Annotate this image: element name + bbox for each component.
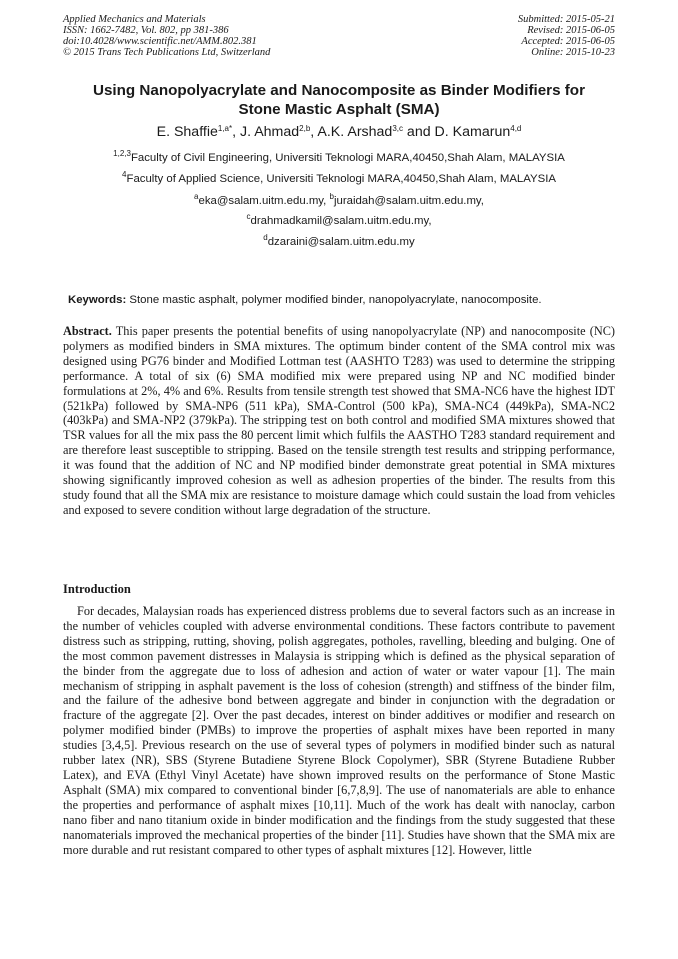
submitted-date: Submitted: 2015-05-21 xyxy=(517,14,615,25)
email-line xyxy=(20,214,658,228)
journal-info xyxy=(63,14,270,58)
author-name: J. Ahmad xyxy=(240,124,300,140)
affiliation xyxy=(20,172,658,186)
affiliation xyxy=(20,151,658,165)
email-line xyxy=(20,194,658,208)
keywords xyxy=(68,293,628,307)
author-affiliation-mark: 2,b xyxy=(299,124,311,133)
author-list xyxy=(20,123,658,141)
online-date: Online: 2015-10-23 xyxy=(531,47,615,58)
author-name: D. Kamarun xyxy=(434,124,511,140)
affiliation-mark: 4 xyxy=(122,170,127,179)
email-address[interactable]: drahmadkamil@salam.uitm.edu.my, xyxy=(250,215,432,227)
revised-date: Revised: 2015-06-05 xyxy=(527,25,615,36)
author-separator: and xyxy=(402,124,435,140)
author-affiliation-mark: 1,a* xyxy=(217,124,233,133)
accepted-date: Accepted: 2015-06-05 xyxy=(521,36,615,47)
author-separator: , xyxy=(232,124,240,140)
publication-dates xyxy=(518,14,615,58)
email-address[interactable]: dzaraini@salam.uitm.edu.my xyxy=(267,236,415,248)
title-line: Using Nanopolyacrylate and Nanocomposite as Binder Modifiers for xyxy=(93,82,585,99)
abstract-text: This paper presents the potential benefits of using nanopolyacrylate (NP) and nanocomposite (NC) polymers as modified binders in SMA mixtures. The optimum binder content of the SMA control mix was designed using PG76 binder and Modified Lottman test (AASHTO T283) was used to determine the stripping performance. A total of six (6) SMA modified mix were prepared using NP and NC modified binder formulations at 2%, 4% and 6%. Results from tensile strength test showed that SMA-NC6 have the highest IDT (521kPa) followed by SMA-NP6 (511 kPa), SMA-Control (500 kPa), SMA-NC4 (449kPa), SMA-NC2 (403kPa) and SMA-NP2 (379kPa). The stripping test on both control and modified SMA mixtures showed that TSR values for all the mix pass the 80 percent limit which fulfils the AASTHO T283 standard requirement and are therefore least susceptible to stripping. Based on the tensile strength test results and stripping performance, it was found that the addition of NC and NP modified binder demonstrate great potential in SMA mixtures showing significantly improved cohesion as well as adhesion properties of the binder. The results from this study found that all the SMA mix are resistance to moisture damage which could sustain the load from vehicles and exposed to severe condition without large degradation of the structure. xyxy=(63,324,615,517)
email-mark: a xyxy=(194,192,199,201)
doi-line: doi:10.4028/www.scientific.net/AMM.802.381 xyxy=(63,36,257,47)
author-separator: , xyxy=(310,124,318,140)
copyright-line: © 2015 Trans Tech Publications Ltd, Switzerland xyxy=(63,47,271,58)
introduction-paragraph: For decades, Malaysian roads has experienced distress problems due to several factors such as an increase in the number of vehicles coupled with adverse environmental conditions. These factors contribute to pavement distress such as stripping, rutting, shoving, polish aggregates, potholes, ravelling, bleeding and bulging. One of the most common pavement distresses in Malaysia is stripping which is defined as the physical separation of the binder from the aggregate due to loss of adhesion and action of water or water vapour [1]. The main mechanism of stripping in asphalt pavement is the loss of cohesion (strength) and stiffness of the binder film, and the failure of the adhesive bond between aggregate and binder in conjunction with the degradation or fracture of the aggregate [2]. Over the past decades, interest on binder additives or modifier and research on polymer modified binder (PMBs) to improve the properties of asphalt mixes have been reported in many studies [3,4,5]. Previous research on the use of several types of polymers in modified binder such as natural rubber latex (NR), SBS (Styrene Butadiene Styrene Block Copolymer), SBR (Styrene Butadiene Rubber Latex), and EVA (Ethyl Vinyl Acetate) have shown improved results on the performance of Stone Mastic Asphalt (SMA) mix compared to conventional binder [6,7,8,9]. The use of nanomaterials are able to enhance the properties and performance of asphalt mixes [10,11]. Much of the work has dealt with nanoclay, carbon nano fiber and nano titanium oxide in binder modification and the findings from the study suggested that these nanomaterials improved the mechanical properties of the binder [11]. Studies have shown that the SMA mix are more durable and rut resistant compared to other types of asphalt mixtures [12]. However, little xyxy=(63,604,615,857)
email-mark: d xyxy=(263,233,268,242)
keywords-text: Stone mastic asphalt, polymer modified binder, nanopolyacrylate, nanocomposite. xyxy=(126,294,542,306)
affiliation-mark: 1,2,3 xyxy=(113,149,131,158)
affiliation-text: Faculty of Applied Science, Universiti Teknologi MARA,40450,Shah Alam, MALAYSIA xyxy=(126,173,556,185)
email-line xyxy=(20,235,658,249)
abstract xyxy=(63,324,615,518)
author-affiliation-mark: 3,c xyxy=(392,124,403,133)
abstract-label: Abstract. xyxy=(63,324,112,338)
email-mark: b xyxy=(329,192,334,201)
keywords-label: Keywords: xyxy=(68,294,127,306)
email-mark: c xyxy=(246,212,251,221)
title-line: Stone Mastic Asphalt (SMA) xyxy=(238,101,440,118)
issn-line: ISSN: 1662-7482, Vol. 802, pp 381-386 xyxy=(63,25,229,36)
affiliation-text: Faculty of Civil Engineering, Universiti Teknologi MARA,40450,Shah Alam, MALAYSIA xyxy=(130,152,565,164)
author-affiliation-mark: 4,d xyxy=(510,124,522,133)
paper-title xyxy=(40,81,638,119)
journal-name: Applied Mechanics and Materials xyxy=(63,14,206,25)
email-address[interactable]: juraidah@salam.uitm.edu.my, xyxy=(333,195,484,207)
author-name: E. Shaffie xyxy=(156,124,218,140)
section-heading: Introduction xyxy=(63,582,131,596)
author-name: A.K. Arshad xyxy=(317,124,393,140)
email-address[interactable]: eka@salam.uitm.edu.my, xyxy=(198,195,327,207)
